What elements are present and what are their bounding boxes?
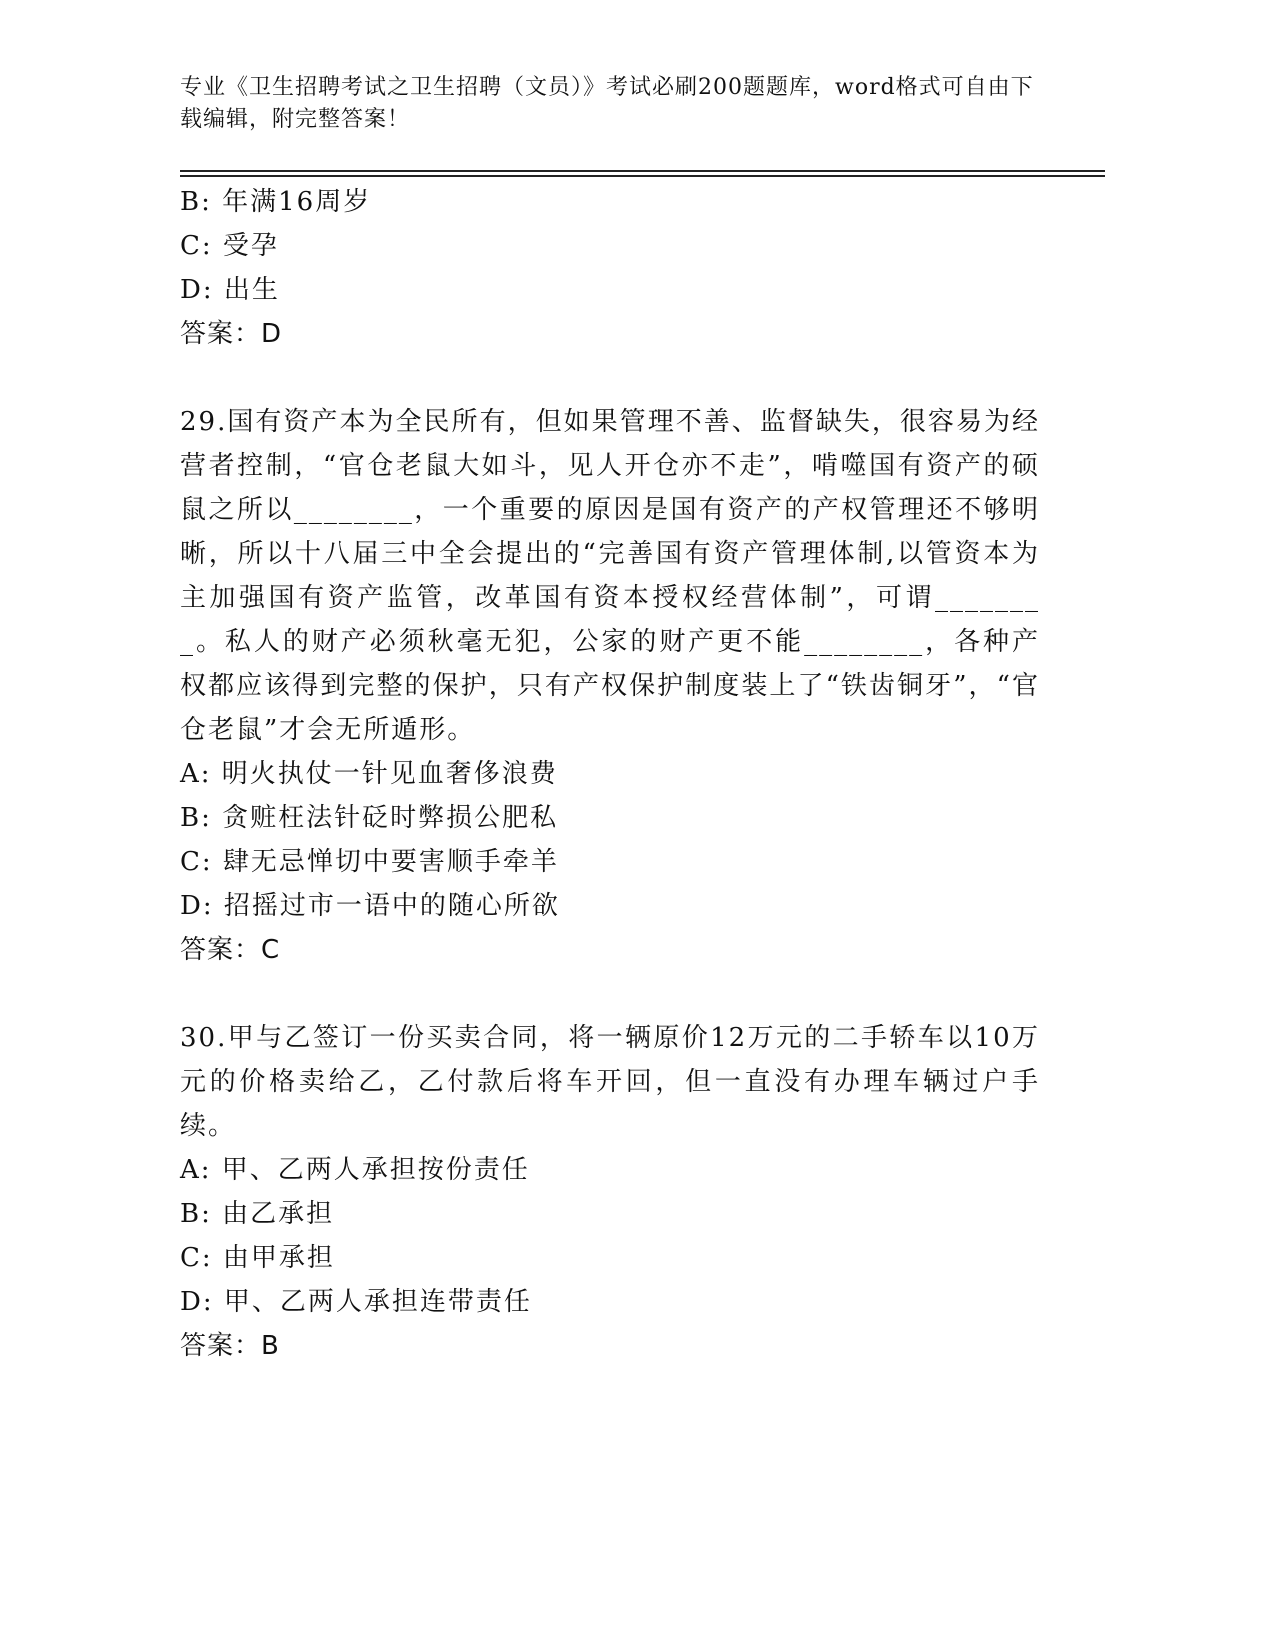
option-c: C: 受孕 xyxy=(180,231,279,261)
document-header: 专业《卫生招聘考试之卫生招聘（文员）》考试必刷200题题库，word格式可自由下载编辑，附完整答案！ xyxy=(180,75,1034,132)
question-stem: 29.国有资产本为全民所有，但如果管理不善、监督缺失，很容易为经营者控制，“官仓老鼠大如斗，见人开仓亦不走”，啃噬国有资产的硕鼠之所以________，一个重要的原因是国有资产的产权管理还不够明晰，所以十八届三中全会提出的“完善国有资产管理体制,以管资本为主加强国有资产监管，改革国有资本授权经营体制”，可谓________。私人的财产必须秋毫无犯，公家的财产更不能________，各种产权都应该得到完整的保护，只有产权保护制度装上了“铁齿铜牙”，“官仓老鼠”才会无所遁形。 xyxy=(180,407,1040,745)
answer-label: 答案：C xyxy=(180,935,281,965)
question-28-tail xyxy=(180,180,1040,356)
option-c: C: 肆无忌惮切中要害顺手牵羊 xyxy=(180,847,559,877)
option-a: A: 甲、乙两人承担按份责任 xyxy=(180,1155,530,1185)
option-b: B: 由乙承担 xyxy=(180,1199,335,1229)
option-b: B: 年满16周岁 xyxy=(180,187,372,217)
option-c: C: 由甲承担 xyxy=(180,1243,335,1273)
option-d: D: 招摇过市一语中的随心所欲 xyxy=(180,891,560,921)
option-a: A: 明火执仗一针见血奢侈浪费 xyxy=(180,759,558,789)
document-body xyxy=(180,180,1040,1368)
spacer xyxy=(180,972,1040,1016)
answer-label: 答案：B xyxy=(180,1331,280,1361)
answer-label: 答案：D xyxy=(180,319,283,349)
spacer xyxy=(180,356,1040,400)
option-b: B: 贪赃枉法针砭时弊损公肥私 xyxy=(180,803,559,833)
question-29 xyxy=(180,400,1040,972)
question-stem: 30.甲与乙签订一份买卖合同，将一辆原价12万元的二手轿车以10万元的价格卖给乙，乙付款后将车开回，但一直没有办理车辆过户手续。 xyxy=(180,1023,1040,1141)
question-30 xyxy=(180,1016,1040,1368)
option-d: D: 出生 xyxy=(180,275,280,305)
header-rule-top xyxy=(180,170,1105,172)
header-rule-bottom xyxy=(180,175,1105,177)
option-d: D: 甲、乙两人承担连带责任 xyxy=(180,1287,532,1317)
